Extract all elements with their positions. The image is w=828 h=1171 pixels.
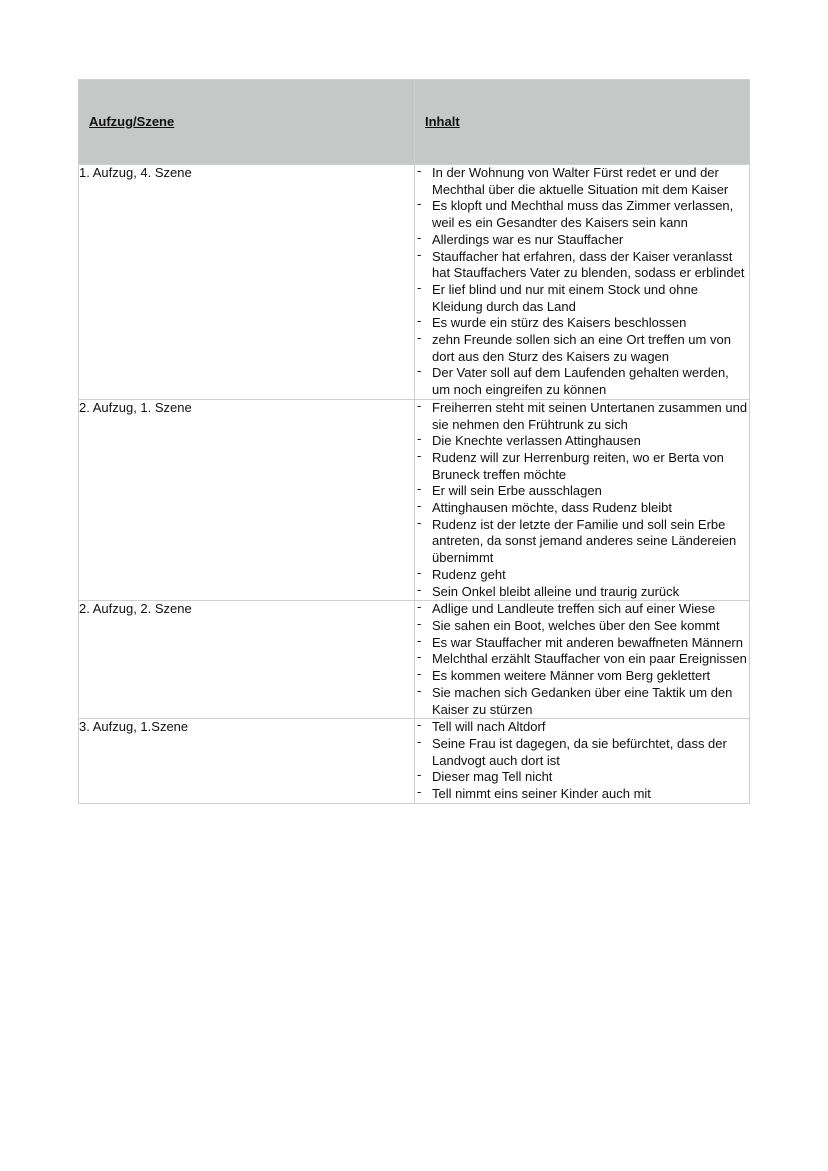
- dash-bullet-icon: -: [417, 330, 422, 346]
- scene-label: 2. Aufzug, 2. Szene: [79, 601, 192, 617]
- list-item-text: Dieser mag Tell nicht: [432, 769, 553, 785]
- list-item: [415, 500, 749, 517]
- content-list: [415, 719, 749, 803]
- scene-label: 3. Aufzug, 1.Szene: [79, 719, 189, 735]
- list-item-text: zehn Freunde sollen sich an eine Ort treffen um von dort aus den Sturz des Kaisers zu wagen: [432, 332, 731, 364]
- list-item-text: Rudenz geht: [432, 566, 506, 582]
- scene-cell: [79, 399, 415, 600]
- list-item: [415, 514, 749, 567]
- dash-bullet-icon: -: [417, 717, 422, 733]
- list-item: [415, 786, 749, 803]
- dash-bullet-icon: -: [417, 564, 422, 580]
- dash-bullet-icon: -: [417, 313, 422, 329]
- list-item: [415, 668, 749, 685]
- dash-bullet-icon: -: [417, 599, 422, 615]
- list-item: [415, 365, 749, 398]
- dash-bullet-icon: -: [417, 481, 422, 497]
- list-item: [415, 733, 749, 769]
- list-item-text: Stauffacher hat erfahren, dass der Kaiser veranlasst hat Stauffachers Vater zu blenden, sodass er erblindet: [432, 248, 745, 281]
- header-inhalt-label: Inhalt: [425, 113, 460, 129]
- list-item-text: Sein Onkel bleibt alleine und traurig zurück: [432, 583, 680, 599]
- dash-bullet-icon: -: [417, 581, 422, 597]
- list-item: [415, 433, 749, 450]
- header-inhalt: [415, 80, 750, 165]
- table-header-row: [79, 80, 750, 165]
- table-row: [79, 719, 750, 804]
- list-item: [415, 719, 749, 736]
- dash-bullet-icon: -: [417, 514, 422, 530]
- list-item-text: Er will sein Erbe ausschlagen: [432, 483, 602, 499]
- list-item-text: Attinghausen möchte, dass Rudenz bleibt: [432, 500, 672, 516]
- dash-bullet-icon: -: [417, 649, 422, 665]
- content-cell: [415, 719, 750, 804]
- list-item-text: Es war Stauffacher mit anderen bewaffneten Männern: [432, 634, 743, 650]
- list-item-text: Es klopft und Mechthal muss das Zimmer verlassen, weil es ein Gesandter des Kaisers sein kann: [432, 198, 734, 231]
- dash-bullet-icon: -: [417, 363, 422, 379]
- list-item: [415, 198, 749, 231]
- list-item: [415, 229, 749, 249]
- list-item-text: In der Wohnung von Walter Fürst redet er und der Mechthal über die aktuelle Situation mit dem Kaiser: [432, 165, 729, 197]
- content-cell: [415, 601, 750, 719]
- table-row: [79, 165, 750, 400]
- list-item: [415, 279, 749, 315]
- list-item: [415, 397, 749, 433]
- table-body: [79, 165, 750, 804]
- content-list: [415, 165, 749, 399]
- dash-bullet-icon: -: [417, 229, 422, 245]
- scene-label: 1. Aufzug, 4. Szene: [79, 165, 192, 180]
- list-item: [415, 651, 749, 668]
- list-item-text: Es kommen weitere Männer vom Berg geklettert: [432, 668, 711, 684]
- dash-bullet-icon: -: [417, 784, 422, 800]
- dash-bullet-icon: -: [417, 682, 422, 698]
- list-item-text: Adlige und Landleute treffen sich auf einer Wiese: [432, 601, 716, 617]
- list-item-text: Allerdings war es nur Stauffacher: [432, 231, 624, 247]
- list-item: [415, 332, 749, 365]
- list-item-text: Er lief blind und nur mit einem Stock und ohne Kleidung durch das Land: [432, 281, 698, 314]
- list-item-text: Sie machen sich Gedanken über eine Taktik um den Kaiser zu stürzen: [432, 684, 733, 717]
- content-cell: [415, 399, 750, 600]
- content-list: [415, 601, 749, 718]
- header-aufzug-szene: [79, 80, 415, 165]
- list-item-text: Der Vater soll auf dem Laufenden gehalten werden, um noch eingreifen zu können: [432, 365, 729, 398]
- content-list: [415, 397, 749, 600]
- dash-bullet-icon: -: [417, 632, 422, 648]
- dash-bullet-icon: -: [417, 196, 422, 212]
- list-item-text: Es wurde ein stürz des Kaisers beschlossen: [432, 315, 687, 331]
- dash-bullet-icon: -: [417, 431, 422, 447]
- scene-cell: [79, 601, 415, 719]
- table-row: [79, 399, 750, 600]
- document-page: [78, 79, 749, 804]
- scene-cell: [79, 719, 415, 804]
- table-row: [79, 601, 750, 719]
- list-item: [415, 615, 749, 635]
- scene-cell: [79, 165, 415, 400]
- list-item: [415, 581, 749, 601]
- list-item-text: Freiherren steht mit seinen Untertanen zusammen und sie nehmen den Frühtrunk zu sich: [432, 399, 748, 432]
- list-item: [415, 246, 749, 282]
- dash-bullet-icon: -: [417, 279, 422, 295]
- list-item-text: Rudenz will zur Herrenburg reiten, wo er Berta von Bruneck treffen möchte: [432, 449, 724, 482]
- list-item-text: Sie sahen ein Boot, welches über den See kommt: [432, 617, 720, 633]
- dash-bullet-icon: -: [417, 163, 422, 178]
- list-item-text: Seine Frau ist dagegen, da sie befürchtet, dass der Landvogt auch dort ist: [432, 735, 727, 768]
- list-item-text: Tell nimmt eins seiner Kinder auch mit: [432, 786, 651, 802]
- list-item: [415, 632, 749, 652]
- scene-label: 2. Aufzug, 1. Szene: [79, 399, 192, 415]
- dash-bullet-icon: -: [417, 666, 422, 682]
- list-item: [415, 769, 749, 786]
- list-item-text: Melchthal erzählt Stauffacher von ein paar Ereignissen: [432, 651, 747, 667]
- dash-bullet-icon: -: [417, 246, 422, 262]
- dash-bullet-icon: -: [417, 615, 422, 631]
- list-item-text: Tell will nach Altdorf: [432, 719, 546, 735]
- scene-summary-table: [78, 79, 750, 804]
- dash-bullet-icon: -: [417, 447, 422, 463]
- content-cell: [415, 165, 750, 400]
- header-aufzug-szene-label: Aufzug/Szene: [89, 113, 175, 129]
- list-item: [415, 447, 749, 483]
- list-item: [415, 315, 749, 332]
- list-item: [415, 165, 749, 198]
- dash-bullet-icon: -: [417, 397, 422, 413]
- list-item-text: Die Knechte verlassen Attinghausen: [432, 433, 641, 449]
- list-item: [415, 682, 749, 718]
- list-item: [415, 483, 749, 500]
- dash-bullet-icon: -: [417, 733, 422, 749]
- list-item: [415, 564, 749, 584]
- list-item-text: Rudenz ist der letzte der Familie und soll sein Erbe antreten, da sonst jemand anderes seine Ländereien übernimmt: [432, 516, 737, 566]
- list-item: [415, 601, 749, 618]
- dash-bullet-icon: -: [417, 498, 422, 514]
- dash-bullet-icon: -: [417, 767, 422, 783]
